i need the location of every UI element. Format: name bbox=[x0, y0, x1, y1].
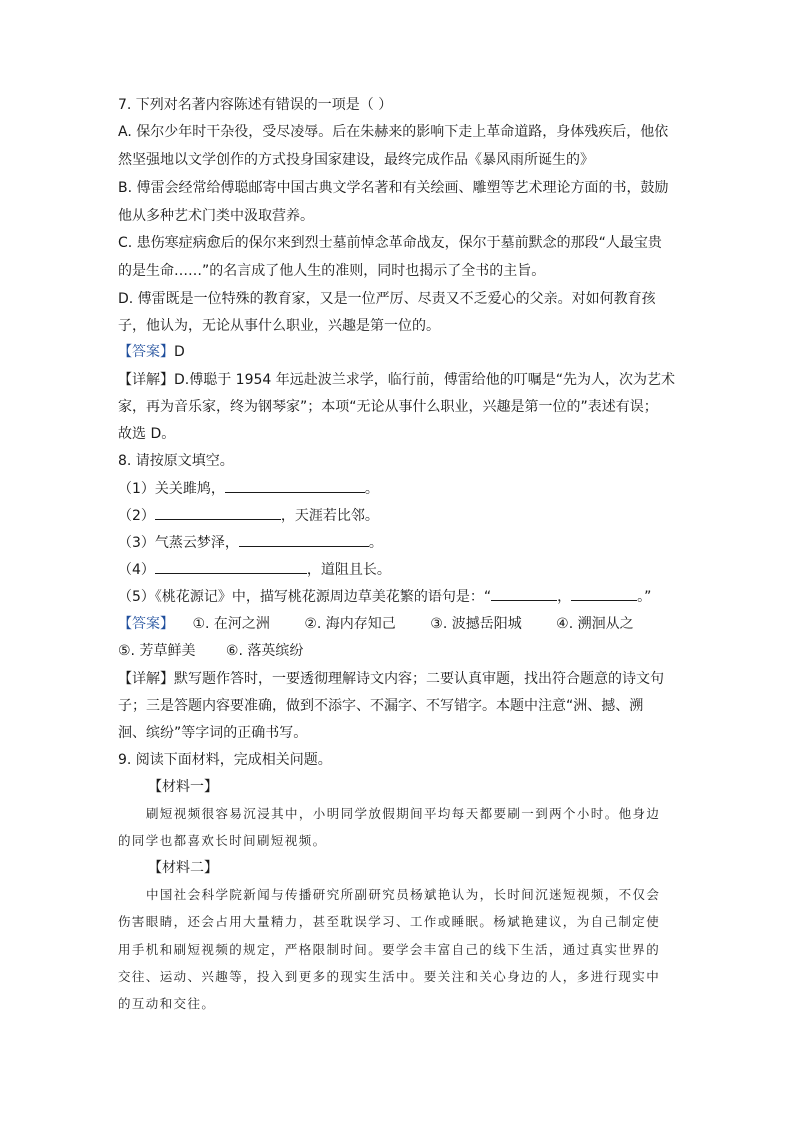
material-2-line5: 的互动和交往。 bbox=[118, 996, 216, 1011]
q7-option-b-line2: 他从多种艺术门类中汲取营养。 bbox=[118, 208, 314, 224]
detail-text: 默写题作答时，一要透彻理解诗文内容；二要认真审题，找出符合题意的诗文句 bbox=[174, 671, 664, 687]
q8-item-4 bbox=[118, 559, 391, 580]
q7-detail-line2: 家，再为音乐家，终为钢琴家”；本项“无论从事什么职业，兴趣是第一位的”表述有误； bbox=[118, 399, 658, 415]
q8-item-5-sep: ， bbox=[557, 589, 572, 605]
detail-text: D.傅聪于 1954 年远赴波兰求学，临行前，傅雷给他的叮嘱是“先为人，次为艺术 bbox=[174, 372, 676, 388]
q7-detail-line3: 故选 D。 bbox=[118, 426, 176, 442]
fill-blank[interactable] bbox=[239, 532, 369, 547]
material-2-line1: 中国社会科学院新闻与传播研究所副研究员杨斌艳认为，长时间沉迷短视频，不仅会 bbox=[146, 887, 661, 902]
q8-item-5-prefix: （5）《桃花源记》中，描写桃花源周边草美花繁的语句是：“ bbox=[118, 589, 492, 605]
answer-item-3: ③. 波撼岳阳城 bbox=[430, 616, 522, 632]
fill-blank[interactable] bbox=[155, 559, 307, 574]
answer-item-1: ①. 在河之洲 bbox=[192, 616, 270, 632]
q7-option-a-line2: 然坚强地以文学创作的方式投身国家建设，最终完成作品《暴风雨所诞生的》 bbox=[118, 152, 594, 168]
q8-item-2 bbox=[118, 505, 379, 526]
q7-option-c-line2: 的是生命……”的名言成了他人生的准则，同时也揭示了全书的主旨。 bbox=[118, 263, 546, 279]
material-1-line2: 的同学也都喜欢长时间刷短视频。 bbox=[118, 833, 327, 848]
q8-item-4-suffix: ，道阻且长。 bbox=[306, 562, 391, 578]
q8-item-5 bbox=[118, 586, 651, 607]
q7-option-d-line2: 子，他认为，无论从事什么职业，兴趣是第一位的。 bbox=[118, 318, 440, 334]
q7-answer bbox=[118, 342, 185, 362]
material-1-line1: 刷短视频很容易沉浸其中，小明同学放假期间平均每天都要刷一到两个小时。他身边 bbox=[146, 806, 661, 821]
q8-answer-line1 bbox=[118, 614, 634, 634]
answer-tag: 【答案】 bbox=[118, 616, 174, 632]
q9-stem: 9. 阅读下面材料，完成相关问题。 bbox=[118, 752, 332, 768]
q8-stem: 8. 请按原文填空。 bbox=[118, 453, 234, 469]
q8-item-3-prefix: （3）气蒸云梦泽， bbox=[118, 535, 239, 551]
detail-tag: 【详解】 bbox=[118, 671, 174, 687]
q7-option-a-line1: A. 保尔少年时干杂役，受尽凌辱。后在朱赫来的影响下走上革命道路，身体残疾后，他依 bbox=[118, 124, 669, 140]
material-1-title: 【材料一】 bbox=[148, 779, 218, 795]
q8-answer-line2 bbox=[118, 641, 303, 661]
q8-item-1 bbox=[118, 478, 379, 499]
q7-option-d-line1: D. 傅雷既是一位特殊的教育家，又是一位严厉、尽责又不乏爱心的父亲。对如何教育孩 bbox=[118, 291, 656, 307]
q8-item-1-prefix: （1）关关雎鸠， bbox=[118, 481, 225, 497]
q7-option-b-line1: B. 傅雷会经常给傅聪邮寄中国古典文学名著和有关绘画、雕塑等艺术理论方面的书，鼓励 bbox=[118, 180, 669, 196]
fill-blank[interactable] bbox=[155, 505, 281, 520]
answer-tag: 【答案】 bbox=[118, 344, 174, 360]
material-2-title: 【材料二】 bbox=[148, 860, 218, 876]
q8-detail-line1 bbox=[118, 669, 664, 689]
q8-item-4-prefix: （4） bbox=[118, 562, 155, 578]
q8-item-5-suffix: 。” bbox=[637, 589, 652, 605]
q8-item-3-suffix: 。 bbox=[368, 535, 383, 551]
q8-item-2-suffix: ，天涯若比邻。 bbox=[280, 508, 379, 524]
answer-item-5: ⑤. 芳草鲜美 bbox=[118, 643, 196, 659]
material-2-line4: 交往、运动、兴趣等，投入到更多的现实生活中。要关注和关心身边的人，多进行现实中 bbox=[118, 969, 661, 984]
q7-stem: 7. 下列对名著内容陈述有错误的一项是（ ） bbox=[118, 97, 393, 113]
detail-tag: 【详解】 bbox=[118, 372, 174, 388]
q8-detail-line3: 洄、缤纷”等字词的正确书写。 bbox=[118, 725, 308, 741]
answer-item-6: ⑥. 落英缤纷 bbox=[225, 643, 304, 659]
q8-item-2-prefix: （2） bbox=[118, 508, 155, 524]
material-2-line3: 用手机和刷短视频的规定，严格限制时间。要学会丰富自己的线下生活，通过真实世界的 bbox=[118, 942, 661, 957]
q7-option-c-line1: C. 患伤寒症病愈后的保尔来到烈士墓前悼念革命战友，保尔于墓前默念的那段“人最宝贵 bbox=[118, 235, 662, 251]
answer-value: D bbox=[174, 344, 185, 360]
q8-item-3 bbox=[118, 532, 383, 553]
answer-item-2: ②. 海内存知己 bbox=[304, 616, 396, 632]
q8-detail-line2: 子；三是答题内容要准确，做到不添字、不漏字、不写错字。本题中注意“洲、撼、溯 bbox=[118, 698, 644, 714]
q7-detail-line1 bbox=[118, 370, 675, 390]
q8-item-1-suffix: 。 bbox=[364, 481, 379, 497]
material-2-line2: 伤害眼睛，还会占用大量精力，甚至耽误学习、工作或睡眠。杨斌艳建议，为自己制定使 bbox=[118, 914, 661, 929]
fill-blank[interactable] bbox=[225, 478, 365, 493]
answer-item-4: ④. 溯洄从之 bbox=[556, 616, 634, 632]
fill-blank[interactable] bbox=[491, 586, 557, 601]
fill-blank[interactable] bbox=[571, 586, 637, 601]
